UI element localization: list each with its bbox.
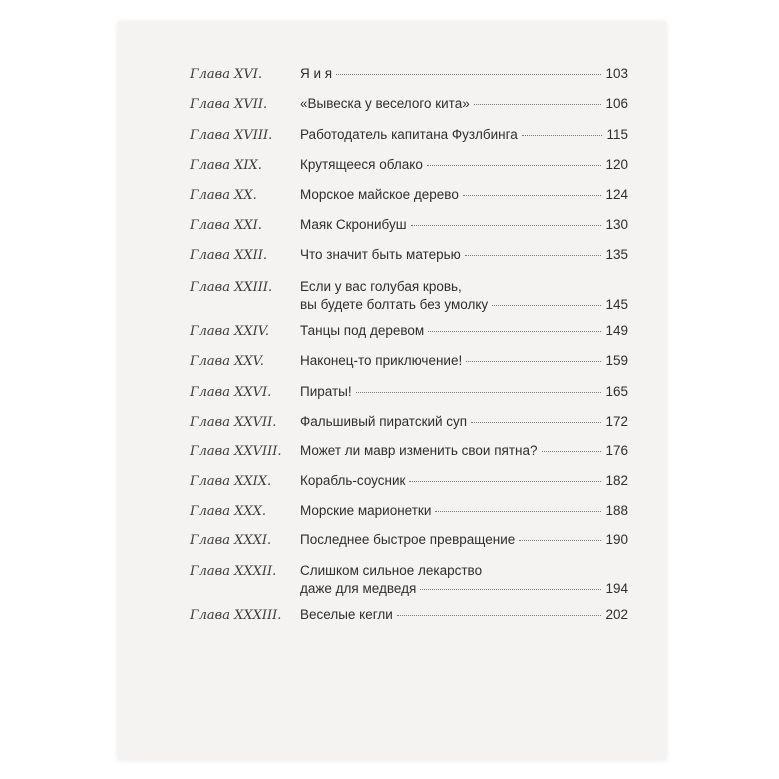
chapter-title-block	[300, 65, 628, 83]
chapter-label: Глава XXV.	[190, 354, 264, 369]
dot-leader	[492, 305, 601, 306]
chapter-title-block	[300, 216, 628, 234]
chapter-label: Глава XVI.	[190, 67, 262, 82]
chapter-title-line: Если у вас голубая кровь,	[300, 279, 462, 294]
dot-leader	[542, 451, 602, 452]
chapter-title: вы будете болтать без умолку	[300, 297, 489, 312]
dot-leader	[471, 422, 601, 423]
chapter-label: Глава XXI.	[190, 218, 262, 233]
chapter-label: Глава XXIV.	[190, 324, 269, 339]
chapter-title: Что значит быть матерью	[300, 247, 461, 262]
chapter-label: Глава XXIX.	[190, 474, 272, 489]
chapter-title: Я и я	[300, 66, 333, 81]
dot-leader	[397, 615, 602, 616]
page-number: 194	[605, 581, 628, 596]
chapter-title-row	[300, 472, 628, 490]
page-number: 165	[605, 384, 628, 399]
dot-leader	[474, 104, 602, 105]
chapter-label: Глава XXVII.	[190, 415, 277, 430]
chapter-title-block	[300, 531, 628, 549]
chapter-title-line: Слишком сильное лекарство	[300, 563, 483, 578]
chapter-title-block	[300, 383, 628, 401]
chapter-title-row	[300, 156, 628, 174]
chapter-title: Корабль-соусник	[300, 473, 406, 488]
chapter-title-block	[300, 246, 628, 264]
chapter-title-block	[300, 442, 628, 460]
chapter-title-row	[300, 383, 628, 401]
page-number: 115	[606, 127, 628, 142]
chapter-label: Глава XVIII.	[190, 128, 273, 143]
chapter-title-block	[300, 95, 628, 113]
dot-leader	[522, 135, 603, 136]
chapter-title-row	[300, 352, 628, 370]
dot-leader	[427, 165, 602, 166]
chapter-title-row	[300, 296, 628, 314]
chapter-title: Фальшивый пиратский суп	[300, 414, 468, 429]
chapter-label: Глава XIX.	[190, 158, 262, 173]
chapter-label: Глава XXXIII.	[190, 608, 282, 623]
page-number: 188	[605, 503, 628, 518]
dot-leader	[519, 540, 601, 541]
dot-leader	[466, 361, 601, 362]
chapter-title-row	[300, 502, 628, 520]
dot-leader	[409, 481, 601, 482]
chapter-title: Может ли мавр изменить свои пятна?	[300, 443, 538, 458]
page-number: 106	[605, 96, 628, 111]
chapter-title: «Вывеска у веселого кита»	[300, 96, 470, 111]
page-number: 149	[605, 323, 628, 338]
chapter-title: Работодатель капитана Фузлбинга	[300, 127, 518, 142]
chapter-title-row	[300, 442, 628, 460]
chapter-title-row	[300, 65, 628, 83]
chapter-title-block	[300, 562, 628, 598]
page-number: 202	[605, 607, 628, 622]
page-number: 120	[605, 157, 628, 172]
chapter-label: Глава XXIII.	[190, 280, 273, 295]
chapter-title-block	[300, 126, 628, 144]
chapter-title-block	[300, 278, 628, 314]
chapter-title-block	[300, 606, 628, 624]
chapter-label: Глава XVII.	[190, 97, 268, 112]
chapter-title-block	[300, 156, 628, 174]
chapter-title-row	[300, 246, 628, 264]
chapter-title: Морское майское дерево	[300, 187, 459, 202]
page-number: 182	[605, 473, 628, 488]
chapter-title-row	[300, 216, 628, 234]
chapter-title: Морские марионетки	[300, 503, 432, 518]
page-number: 172	[605, 414, 628, 429]
chapter-title-row	[300, 186, 628, 204]
chapter-label: Глава XXXI.	[190, 533, 272, 548]
chapter-title-row	[300, 413, 628, 431]
chapter-title-row	[300, 126, 628, 144]
page-number: 130	[605, 217, 628, 232]
dot-leader	[356, 392, 602, 393]
page-number: 103	[605, 66, 628, 81]
dot-leader	[435, 511, 601, 512]
dot-leader	[420, 589, 601, 590]
chapter-title: Маяк Скронибуш	[300, 217, 407, 232]
table-of-contents	[118, 22, 666, 760]
chapter-label: Глава XXVI.	[190, 385, 272, 400]
page-number: 135	[605, 247, 628, 262]
chapter-label: Глава XXX.	[190, 504, 266, 519]
chapter-title-block	[300, 502, 628, 520]
chapter-title: Пираты!	[300, 384, 352, 399]
page-number: 124	[605, 187, 628, 202]
chapter-title: Наконец-то приключение!	[300, 353, 463, 368]
dot-leader	[411, 225, 602, 226]
page-number: 159	[605, 353, 628, 368]
dot-leader	[463, 195, 602, 196]
chapter-title: Танцы под деревом	[300, 323, 425, 338]
page-number: 145	[605, 297, 628, 312]
dot-leader	[465, 255, 602, 256]
dot-leader	[336, 74, 601, 75]
chapter-title-block	[300, 322, 628, 340]
chapter-label: Глава XXVIII.	[190, 444, 282, 459]
chapter-title-row	[300, 580, 628, 598]
chapter-title-row	[300, 322, 628, 340]
chapter-label: Глава XXXII.	[190, 564, 277, 579]
chapter-title-block	[300, 186, 628, 204]
chapter-title: Веселые кегли	[300, 607, 393, 622]
chapter-title-block	[300, 352, 628, 370]
chapter-title-block	[300, 413, 628, 431]
book-page	[118, 22, 666, 760]
chapter-title: Последнее быстрое превращение	[300, 532, 516, 547]
chapter-label: Глава XX.	[190, 188, 257, 203]
chapter-title: даже для медведя	[300, 581, 417, 596]
chapter-title-row	[300, 606, 628, 624]
chapter-label: Глава XXII.	[190, 248, 267, 263]
page-number: 176	[605, 443, 628, 458]
chapter-title-block	[300, 472, 628, 490]
page-number: 190	[605, 532, 628, 547]
chapter-title: Крутящееся облако	[300, 157, 423, 172]
chapter-title-row	[300, 531, 628, 549]
chapter-title-row	[300, 95, 628, 113]
dot-leader	[428, 331, 601, 332]
